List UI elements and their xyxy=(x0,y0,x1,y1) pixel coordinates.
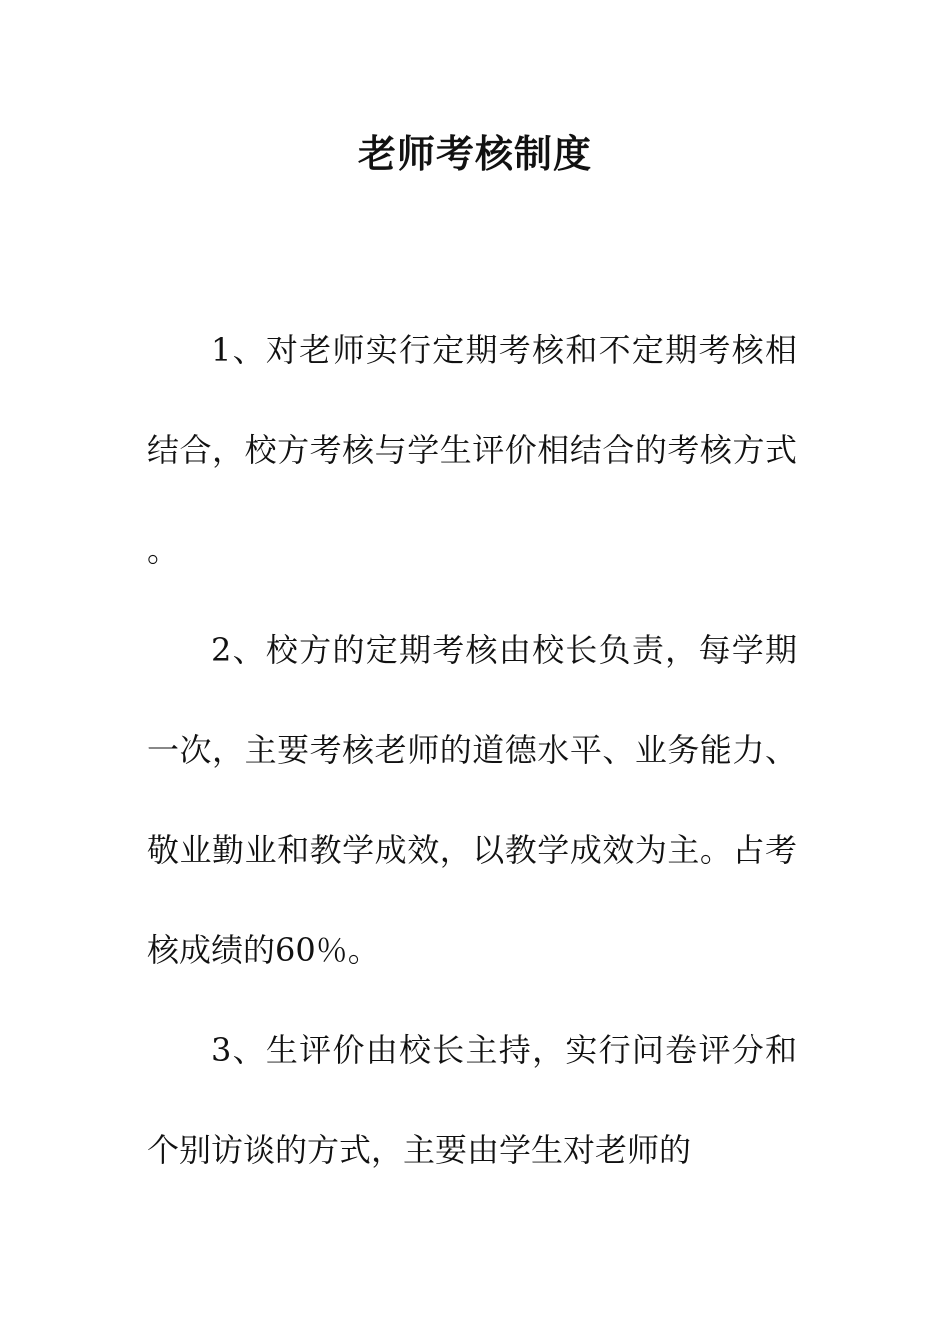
document-title: 老师考核制度 xyxy=(357,132,592,176)
paragraph-3: 3、生评价由校长主持，实行问卷评分和个别访谈的方式，主要由学生对老师的 xyxy=(147,1031,797,1169)
document-body xyxy=(147,300,797,1200)
paragraph-1: 1、对老师实行定期考核和不定期考核相结合，校方考核与学生评价相结合的考核方式。 xyxy=(147,331,797,569)
paragraph-2: 2、校方的定期考核由校长负责，每学期一次，主要考核老师的道德水平、业务能力、敬业勤业和教学成效，以教学成效为主。占考核成绩的60％。 xyxy=(147,631,797,969)
